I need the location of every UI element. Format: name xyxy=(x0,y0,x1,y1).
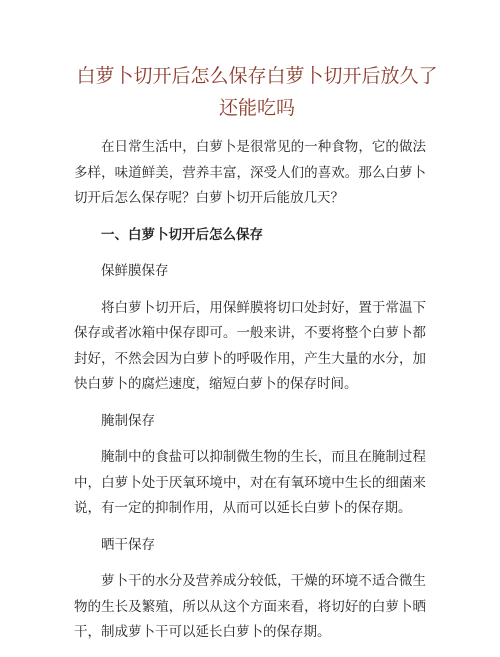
method-paragraph-pickle: 腌制中的食盐可以抑制微生物的生长，而且在腌制过程中，白萝卜处于厌氧环境中，对在有氧环境中生长的细菌来说，有一定的抑制作用，从而可以延长白萝卜的保存期。 xyxy=(74,449,426,516)
document-title: 白萝卜切开后怎么保存白萝卜切开后放久了还能吃吗 xyxy=(76,65,438,119)
document-body xyxy=(74,135,426,657)
section-heading: 一、白萝卜切开后怎么保存 xyxy=(101,226,263,243)
method-title-dry: 晒干保存 xyxy=(101,536,155,553)
intro-paragraph: 在日常生活中，白萝卜是很常见的一种食物，它的做法多样，味道鲜美，营养丰富，深受人们的喜欢。那么白萝卜切开后怎么保存呢？白萝卜切开后能放几天？ xyxy=(74,139,426,206)
method-paragraph-wrap: 将白萝卜切开后，用保鲜膜将切口处封好，置于常温下保存或者冰箱中保存即可。一般来讲，不要将整个白萝卜都封好，不然会因为白萝卜的呼吸作用，产生大量的水分，加快白萝卜的腐烂速度，缩短白萝卜的保存时间。 xyxy=(74,299,426,392)
method-paragraph-dry: 萝卜干的水分及营养成分较低，干燥的环境不适合微生物的生长及繁殖，所以从这个方面来看，将切好的白萝卜晒干，制成萝卜干可以延长白萝卜的保存期。 xyxy=(74,573,426,640)
method-title-pickle: 腌制保存 xyxy=(101,412,155,429)
method-title-wrap: 保鲜膜保存 xyxy=(101,263,169,279)
